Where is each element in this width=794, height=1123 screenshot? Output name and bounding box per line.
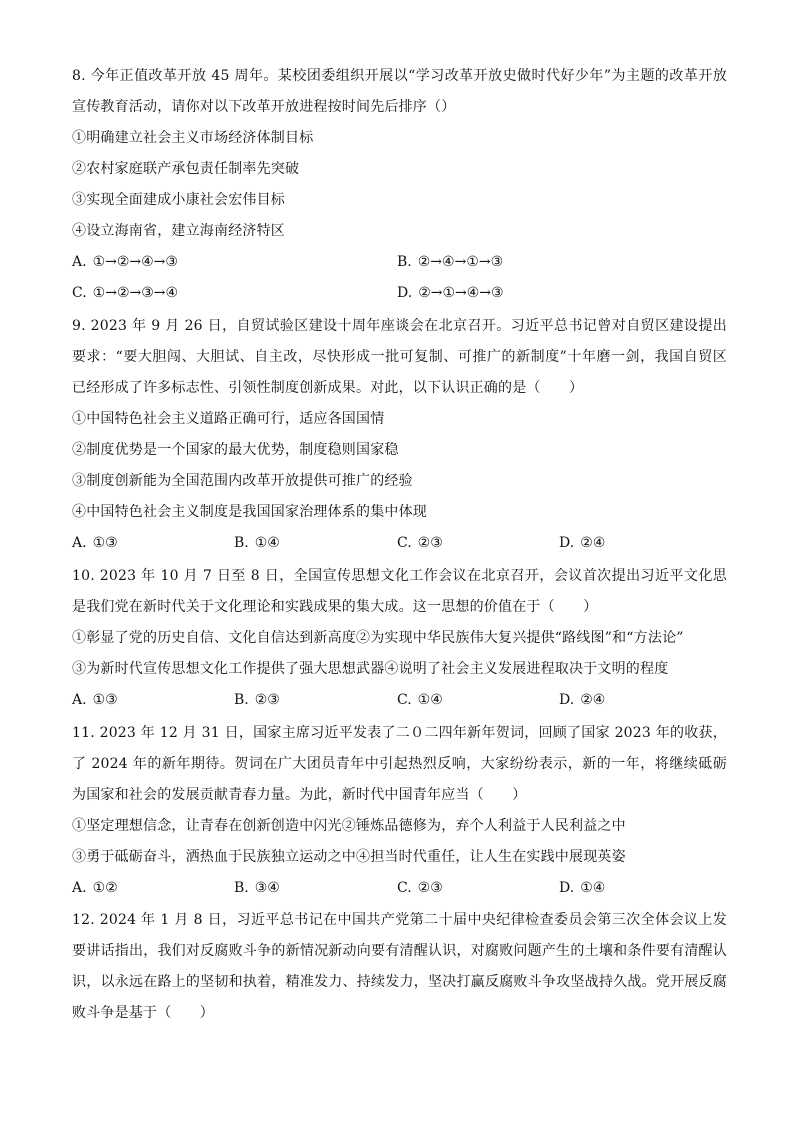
option-c: C. ①→②→③→④: [72, 285, 179, 301]
statement: ②农村家庭联产承包责任制率先突破: [72, 161, 300, 177]
statement: ③制度创新能为全国范围内改革开放提供可推广的经验: [72, 473, 413, 489]
question-9: [72, 311, 727, 559]
question-12: [72, 905, 727, 1029]
option-a: A. ①③: [72, 692, 118, 708]
statement: ③为新时代宣传思想文化工作提供了强大思想武器④说明了社会主义发展进程取决于文明的程度: [72, 661, 669, 677]
question-stem-line: 12. 2024 年 1 月 8 日，习近平总书记在中国共产党第二十届中央纪律检查委员会第三次全体会议上发: [72, 912, 727, 928]
question-stem-line: 10. 2023 年 10 月 7 日至 8 日，全国宣传思想文化工作会议在北京召开，会议首次提出习近平文化思: [72, 568, 727, 584]
option-b: B. ②→④→①→③: [397, 254, 504, 270]
statement: ④设立海南省，建立海南经济特区: [72, 223, 285, 239]
option-d: D. ②④: [559, 535, 606, 551]
statement: ①中国特色社会主义道路正确可行，适应各国国情: [72, 411, 385, 427]
options-row: [72, 685, 727, 716]
statement: ③勇于砥砺奋斗，洒热血于民族独立运动之中④担当时代重任，让人生在实践中展现英姿: [72, 849, 626, 865]
option-c: C. ①④: [397, 692, 443, 708]
statement: ①坚定理想信念，让青春在创新创造中闪光②锤炼品德修为，弃个人利益于人民利益之中: [72, 818, 626, 834]
statement: ①彰显了党的历史自信、文化自信达到新高度②为实现中华民族伟大复兴提供“路线图”和“方法论”: [72, 630, 684, 646]
statement: ①明确建立社会主义市场经济体制目标: [72, 130, 314, 146]
question-stem-line: 为国家和社会的发展贡献青春力量。为此，新时代中国青年应当（ ）: [72, 787, 527, 803]
statement: ②制度优势是一个国家的最大优势，制度稳则国家稳: [72, 442, 399, 458]
option-c: C. ②③: [397, 535, 443, 551]
statement: ③实现全面建成小康社会宏伟目标: [72, 192, 285, 208]
question-stem-line: 9. 2023 年 9 月 26 日，自贸试验区建设十周年座谈会在北京召开。习近平总书记曾对自贸区建设提出: [72, 318, 727, 334]
option-a: A. ①→②→④→③: [72, 254, 178, 270]
question-stem-line: 要讲话指出，我们对反腐败斗争的新情况新动向要有清醒认识，对腐败问题产生的土壤和条件要有清醒认: [72, 943, 727, 959]
options-row: [72, 278, 727, 309]
option-b: B. ②③: [234, 692, 280, 708]
question-stem-line: 11. 2023 年 12 月 31 日，国家主席习近平发表了二０二四年新年贺词，回顾了国家 2023 年的收获，: [72, 725, 727, 741]
question-stem-line: 识，以永远在路上的坚韧和执着，精准发力、持续发力，坚决打赢反腐败斗争攻坚战持久战。党开展反腐: [72, 974, 727, 990]
question-8: [72, 61, 727, 309]
option-c: C. ②③: [397, 880, 443, 896]
option-d: D. ①④: [559, 880, 606, 896]
option-d: D. ②→①→④→③: [397, 285, 504, 301]
question-stem-line: 了 2024 年的新年期待。贺词在广大团员青年中引起热烈反响，大家纷纷表示，新的一年，将继续砥砺: [72, 756, 727, 772]
question-10: [72, 561, 727, 716]
option-b: B. ①④: [234, 535, 280, 551]
options-row: [72, 873, 727, 904]
question-stem-line: 败斗争是基于（ ）: [72, 1005, 214, 1021]
question-stem-line: 宣传教育活动，请你对以下改革开放进程按时间先后排序（）: [72, 99, 456, 115]
option-d: D. ②④: [559, 692, 606, 708]
question-stem-line: 是我们党在新时代关于文化理论和实践成果的集大成。这一思想的价值在于（ ）: [72, 599, 598, 615]
option-a: A. ①②: [72, 880, 118, 896]
options-row: [72, 528, 727, 559]
statement: ④中国特色社会主义制度是我国国家治理体系的集中体现: [72, 504, 427, 520]
question-stem-line: 已经形成了许多标志性、引领性制度创新成果。对此，以下认识正确的是（ ）: [72, 380, 584, 396]
question-stem-line: 8. 今年正值改革开放 45 周年。某校团委组织开展以“学习改革开放史做时代好少年”为主题的改革开放: [72, 68, 727, 84]
question-11: [72, 718, 727, 904]
option-a: A. ①③: [72, 535, 118, 551]
option-b: B. ③④: [234, 880, 280, 896]
options-row: [72, 247, 727, 278]
question-stem-line: 要求：“要大胆闯、大胆试、自主改，尽快形成一批可复制、可推广的新制度”十年磨一剑，我国自贸区: [72, 349, 727, 365]
